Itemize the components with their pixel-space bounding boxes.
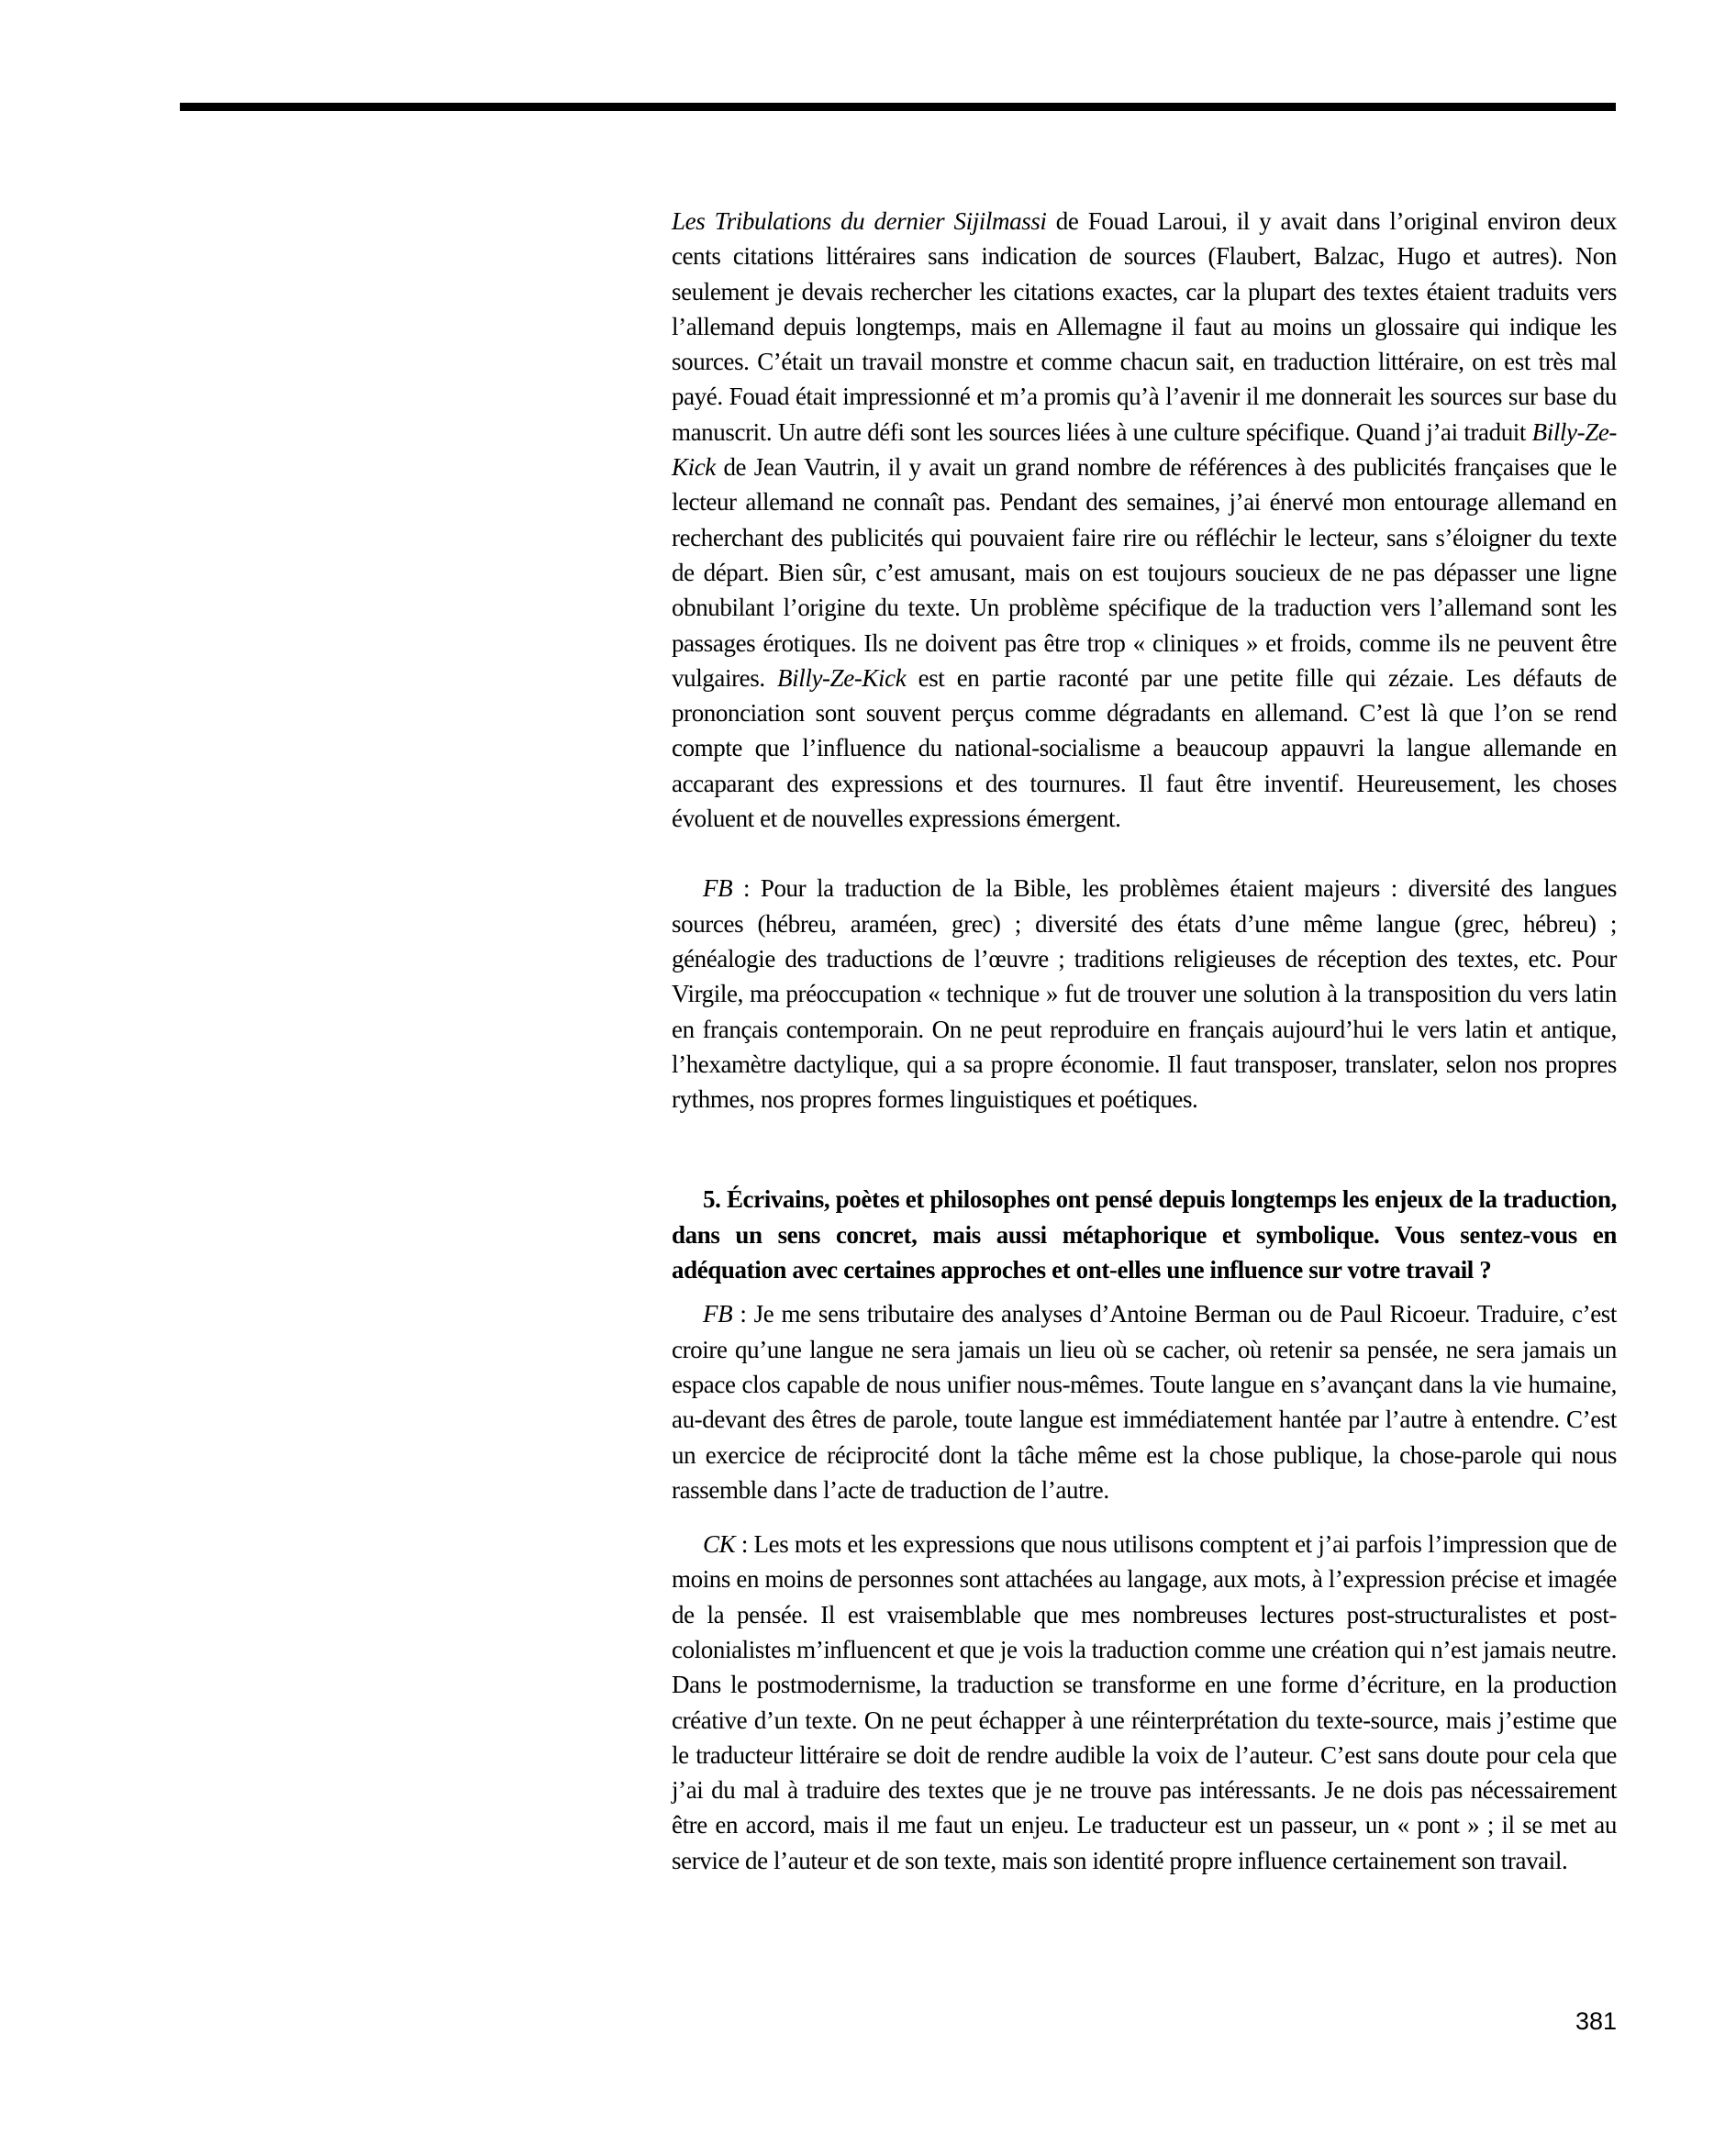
text-run: : Les mots et les expressions que nous utilisons comptent et j’ai parfois l’impression que de moins en moins de personnes sont attachées au langage, aux mots, à l’expression précise et imagée de la pensée. Il est vraisemblable que mes nombreuses lectures post-structuralistes et post-colonialistes m’influencent et que je vois la traduction comme une création qui n’est jamais neutre. Dans le postmodernisme, la traduction se transforme en une forme d’écriture, en la production créative d’un texte. On ne peut échapper à une réinterprétation du texte-source, mais j’estime que le traducteur littéraire se doit de rendre audible la voix de l’auteur. C’est sans doute pour cela que j’ai du mal à traduire des textes que je ne trouve pas intéressants. Je ne dois pas nécessairement être en accord, mais il me faut un enjeu. Le traducteur est un passeur, un « pont » ; il se met au service de l’auteur et de son texte, mais son identité propre influence certainement son travail. — [672, 1530, 1617, 1874]
header-rule — [180, 103, 1616, 111]
book-title-run: Les Tribulations du dernier Sijilmassi — [672, 207, 1047, 235]
book-title-run: Billy-Ze-Kick — [672, 417, 1617, 482]
ck-answer-paragraph — [672, 1527, 1617, 1878]
speaker-initials: CK — [703, 1530, 736, 1559]
fb-answer-paragraph-2 — [672, 1296, 1617, 1507]
text-run: de Fouad Laroui, il y avait dans l’original environ deux cents citations littéraires sans indication de sources (Flaubert, Balzac, Hugo et autres). Non seulement je devais rechercher les citations exactes, car la plupart des textes étaient traduits vers l’allemand depuis longtemps, mais en Allemagne il faut au moins un glossaire qui indique les sources. C’était un travail monstre et comme chacun sait, en traduction littéraire, on est très mal payé. Fouad était impressionné et m’a promis qu’à l’avenir il me donnerait les sources sur base du manuscrit. Un autre défi sont les sources liées à une culture spécifique. Quand j’ai traduit — [672, 207, 1617, 446]
text-run: de Jean Vautrin, il y avait un grand nombre de références à des publicités françaises que le lecteur allemand ne connaît pas. Pendant des semaines, j’ai énervé mon entourage allemand en recherchant des publicités qui pouvaient faire rire ou réfléchir le lecteur, sans s’éloigner du texte de départ. Bien sûr, c’est amusant, mais on est toujours soucieux de ne pas dépasser une ligne obnubilant l’origine du texte. Un problème spécifique de la traduction vers l’allemand sont les passages érotiques. Ils ne doivent pas être trop « cliniques » et froids, comme ils ne peuvent être vulgaires. — [672, 453, 1617, 692]
book-title-run: Billy-Ze-Kick — [777, 663, 907, 692]
page-number: 381 — [1575, 2007, 1617, 2035]
text-run: est en partie raconté par une petite fille qui zézaie. Les défauts de prononciation sont souvent perçus comme dégradants en allemand. C’est là que l’on se rend compte que l’influence du national-socialisme a beaucoup appauvri la langue allemande en accaparant des expressions et des tournures. Il faut être inventif. Heureusement, les choses évoluent et de nouvelles expressions émergent. — [672, 663, 1617, 833]
speaker-initials: FB — [703, 874, 733, 903]
text-column — [672, 204, 1617, 1878]
text-run: : Je me sens tributaire des analyses d’Antoine Berman ou de Paul Ricoeur. Traduire, c’est croire qu’une langue ne sera jamais un lieu où se cacher, où retenir sa pensée, ne sera jamais un espace clos capable de nous unifier nous-mêmes. Toute langue en s’avançant dans la vie humaine, au-devant des êtres de parole, toute langue est immédiatement hantée par l’autre à entendre. C’est un exercice de réciprocité dont la tâche même est la chose publique, la chose-parole qui nous rassemble dans l’acte de traduction de l’autre. — [672, 1300, 1617, 1504]
fb-answer-paragraph-1 — [672, 871, 1617, 1117]
body-paragraph-continuation — [672, 204, 1617, 836]
speaker-initials: FB — [703, 1300, 733, 1328]
question-5-heading: 5. Écrivains, poètes et philosophes ont pensé depuis longtemps les enjeux de la traduction, dans un sens concret, mais aussi métaphorique et symbolique. Vous sentez-vous en adéquation avec certaines approches et ont-elles une influence sur votre travail ? — [672, 1185, 1617, 1284]
text-run: : Pour la traduction de la Bible, les problèmes étaient majeurs : diversité des langues sources (hébreu, araméen, grec) ; diversité des états d’une même langue (grec, hébreu) ; généalogie des traductions de l’œuvre ; traditions religieuses de réception des textes, etc. Pour Virgile, ma préoccupation « technique » fut de trouver une solution à la transposition du vers latin en français contemporain. On ne peut reproduire en français aujourd’hui le vers latin et antique, l’hexamètre dactylique, qui a sa propre économie. Il faut transposer, translater, selon nos propres rythmes, nos propres formes linguistiques et poétiques. — [672, 874, 1617, 1114]
